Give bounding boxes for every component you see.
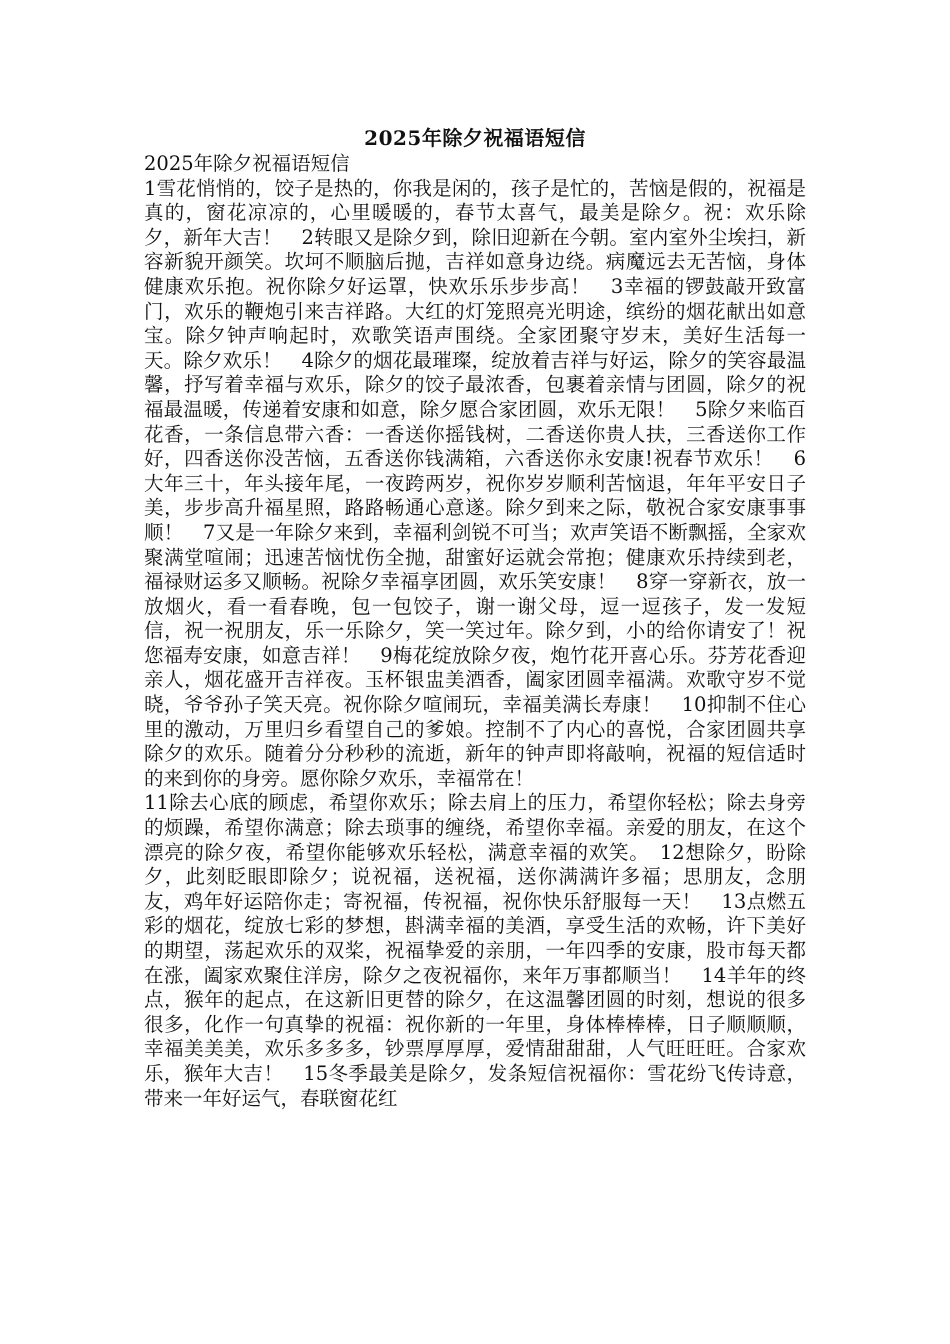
paragraph-2: 11除去心底的顾虑，希望你欢乐；除去肩上的压力，希望你轻松；除去身旁的烦躁，希望你满意；除去琐事的缠绕，希望你幸福。亲爱的朋友，在这个漂亮的除夕夜，希望你能够欢乐轻松，满意幸福的欢笑。 12想除夕，盼除夕，此刻眨眼即除夕；说祝福，送祝福，送你满满许多福；思朋友，念朋友，鸡年好运陪你走；寄祝福，传祝福，祝你快乐舒服每一天！ 13点燃五彩的烟花，绽放七彩的梦想，斟满幸福的美酒，享受生活的欢畅，许下美好的期望，荡起欢乐的双桨，祝福挚爱的亲朋，一年四季的安康，股市每天都在涨，阖家欢聚住洋房，除夕之夜祝福你，来年万事都顺当！ 14羊年的终点，猴年的起点，在这新旧更替的除夕，在这温馨团圆的时刻，想说的很多很多，化作一句真挚的祝福：祝你新的一年里，身体棒棒棒，日子顺顺顺，幸福美美美，欢乐多多多，钞票厚厚厚，爱情甜甜甜，人气旺旺旺。合家欢乐，猴年大吉！ 15冬季最美是除夕，发条短信祝福你：雪花纷飞传诗意，带来一年好运气，春联窗花红 (144, 791, 806, 1110)
document-subtitle: 2025年除夕祝福语短信 (144, 152, 350, 175)
document-title: 2025年除夕祝福语短信 (364, 126, 586, 150)
paragraph-1: 1雪花悄悄的，饺子是热的，你我是闲的，孩子是忙的，苦恼是假的，祝福是真的，窗花凉凉的，心里暖暖的，春节太喜气，最美是除夕。祝：欢乐除夕，新年大吉！ 2转眼又是除夕到，除旧迎新在今朝。室内室外尘埃扫，新容新貌开颜笑。坎坷不顺脑后抛，吉祥如意身边绕。病魔远去无苦恼，身体健康欢乐抱。祝你除夕好运罩，快欢乐乐步步高！ 3幸福的锣鼓敲开致富门，欢乐的鞭炮引来吉祥路。大红的灯笼照亮光明途，缤纷的烟花献出如意宝。除夕钟声响起时，欢歌笑语声围绕。全家团聚守岁末，美好生活每一天。除夕欢乐！ 4除夕的烟花最璀璨，绽放着吉祥与好运，除夕的笑容最温馨，抒写着幸福与欢乐，除夕的饺子最浓香，包裹着亲情与团圆，除夕的祝福最温暖，传递着安康和如意，除夕愿合家团圆，欢乐无限！ 5除夕来临百花香，一条信息带六香：一香送你摇钱树，二香送你贵人扶，三香送你工作好，四香送你没苦恼，五香送你钱满箱，六香送你永安康!祝春节欢乐！ 6大年三十，年头接年尾，一夜跨两岁，祝你岁岁顺利苦恼退，年年平安日子美，步步高升福星照，路路畅通心意遂。除夕到来之际，敬祝合家安康事事顺！ 7又是一年除夕来到，幸福利剑锐不可当；欢声笑语不断飘摇，全家欢聚满堂喧闹；迅速苦恼忧伤全抛，甜蜜好运就会常抱；健康欢乐持续到老，福禄财运多又顺畅。祝除夕幸福享团圆，欢乐笑安康！ 8穿一穿新衣，放一放烟火，看一看春晚，包一包饺子，谢一谢父母，逗一逗孩子，发一发短信，祝一祝朋友，乐一乐除夕，笑一笑过年。除夕到，小的给你请安了！祝您福寿安康，如意吉祥！ 9梅花绽放除夕夜，炮竹花开喜心乐。芬芳花香迎亲人，烟花盛开吉祥夜。玉杯银盅美酒香，阖家团圆幸福满。欢歌守岁不觉晓，爷爷孙子笑天亮。祝你除夕喧闹玩，幸福美满长寿康！ 10抑制不住心里的激动，万里归乡看望自己的爹娘。控制不了内心的喜悦，合家团圆共享除夕的欢乐。随着分分秒秒的流逝，新年的钟声即将敲响，祝福的短信适时的来到你的身旁。愿你除夕欢乐，幸福常在！ (144, 176, 806, 790)
document-page (144, 124, 806, 1274)
